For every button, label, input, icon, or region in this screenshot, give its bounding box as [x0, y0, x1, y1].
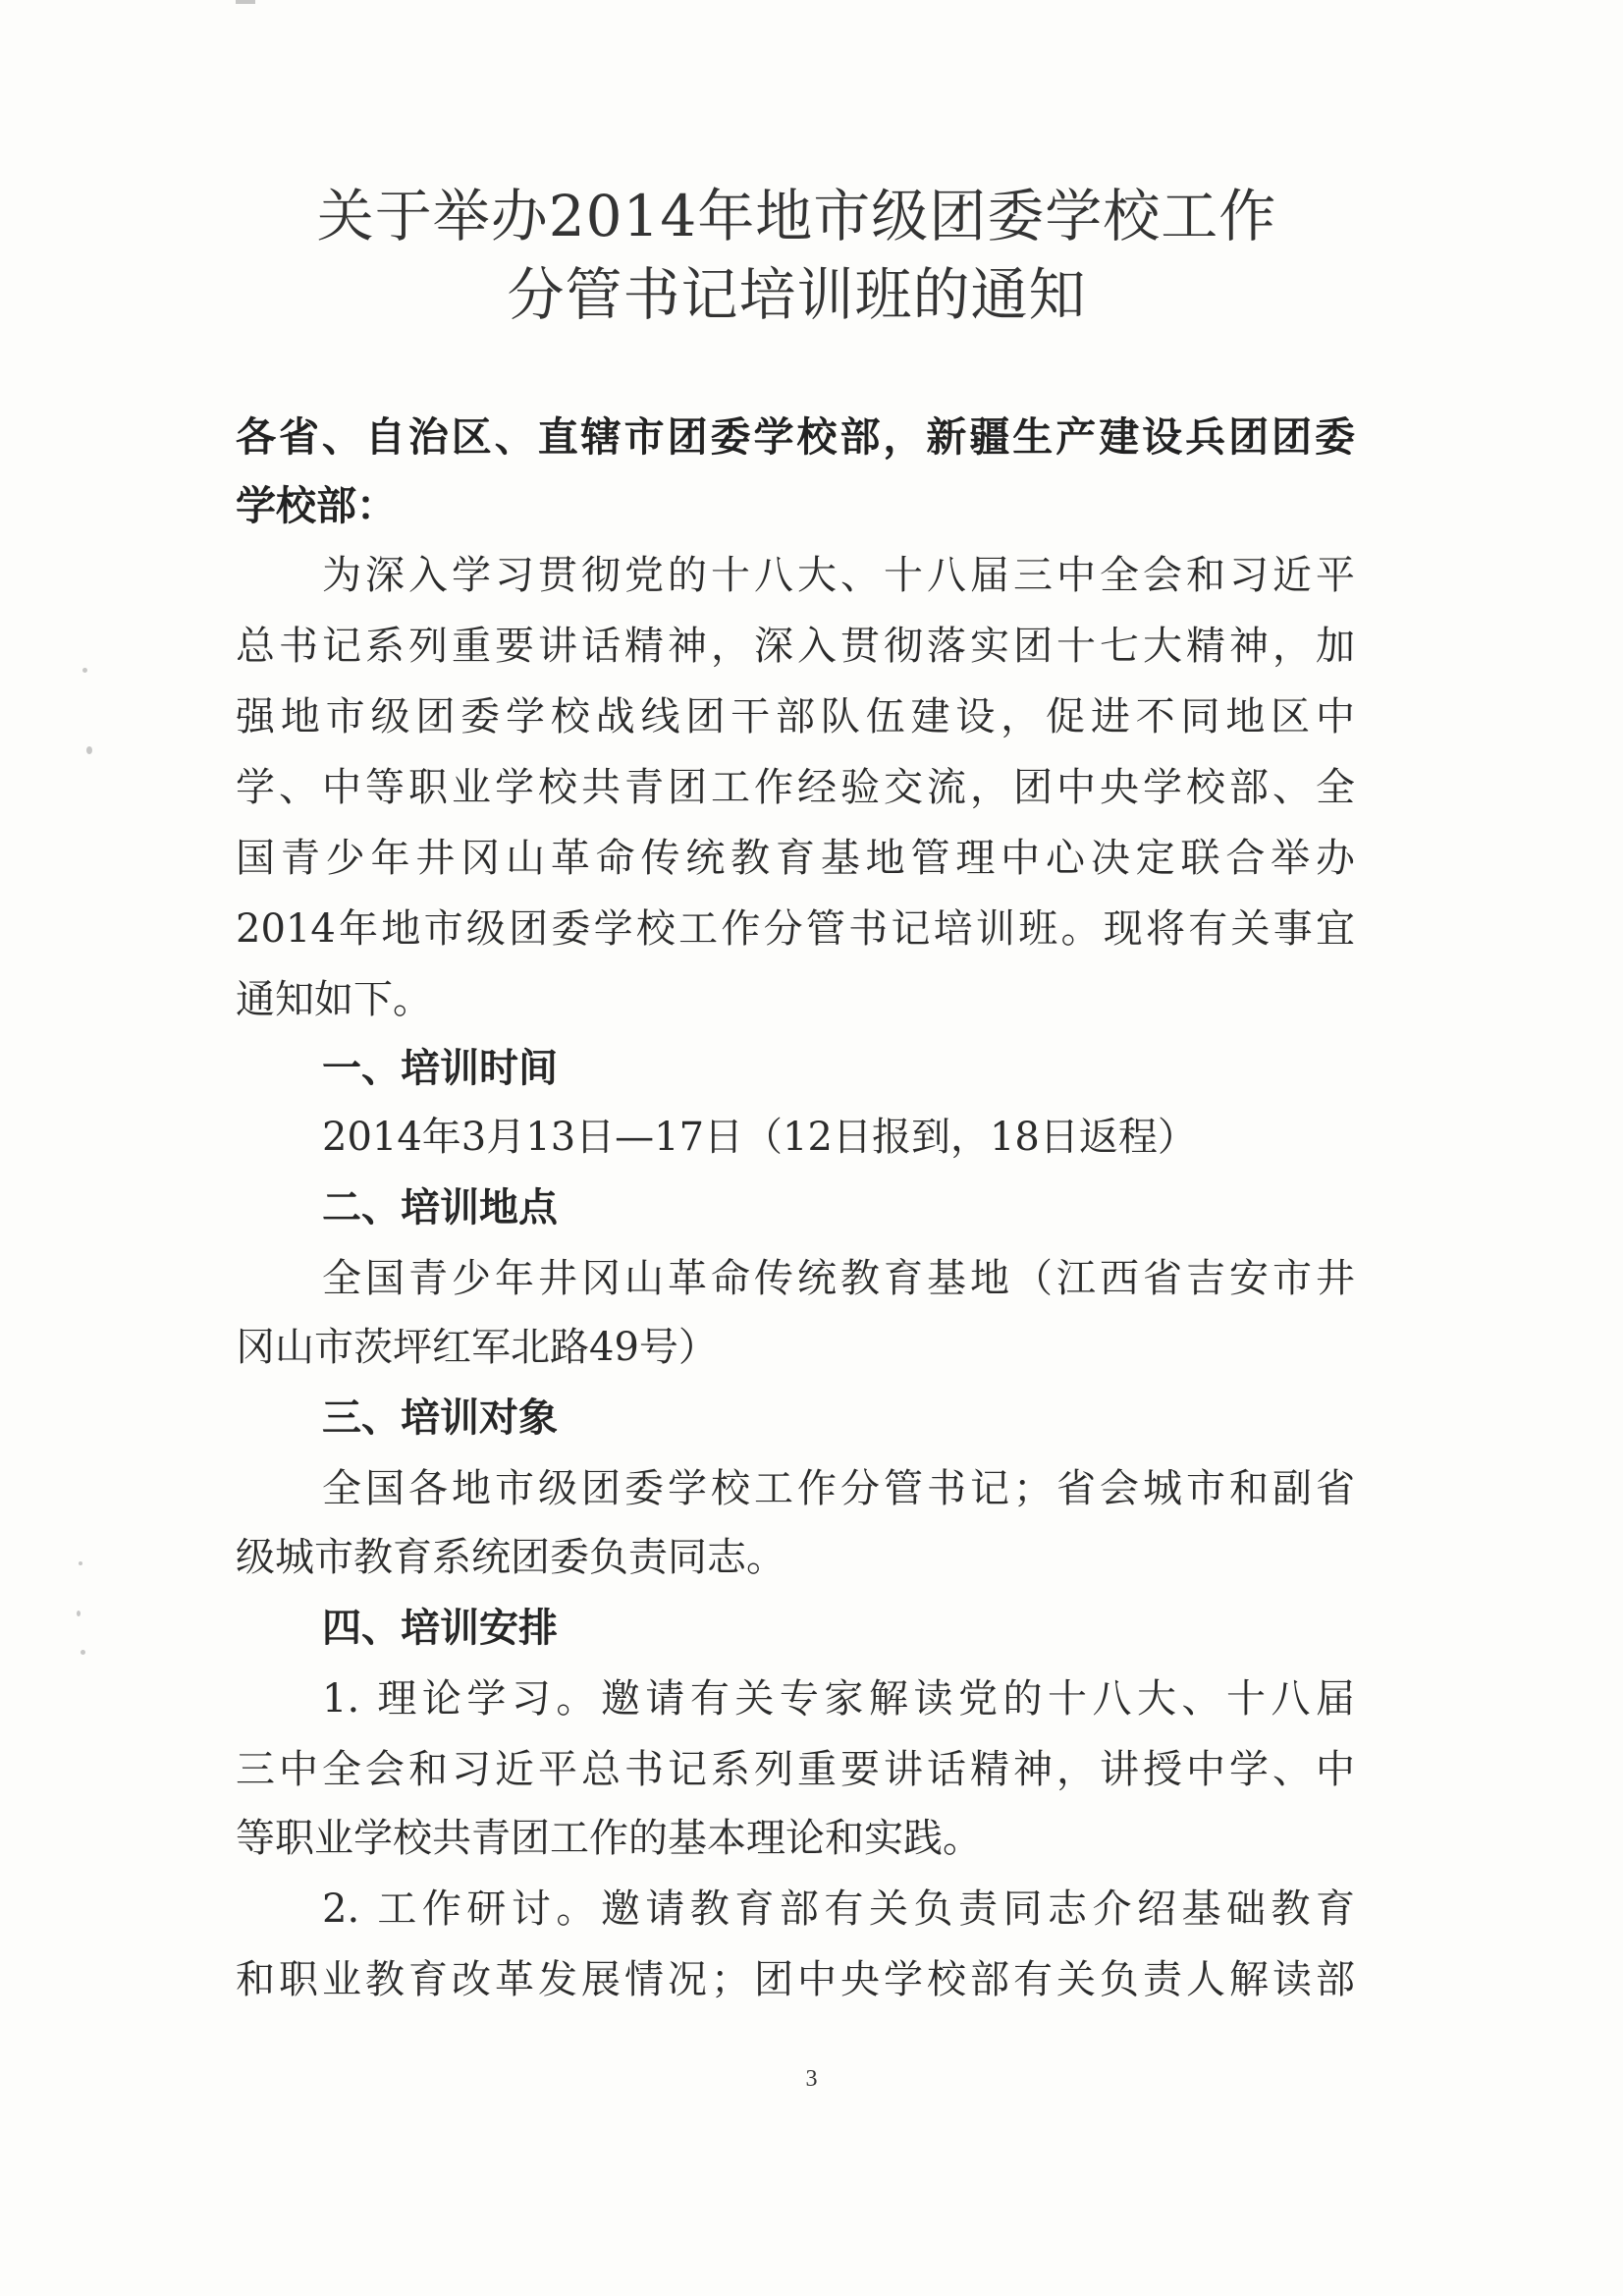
arrangement-item-2-line-1: 2. 工作研讨。邀请教育部有关负责同志介绍基础教育 — [322, 1886, 1355, 1932]
intro-line-3: 强地市级团委学校战线团干部队伍建设，促进不同地区中 — [236, 694, 1355, 739]
page-number: 3 — [805, 2066, 818, 2092]
intro-line-1: 为深入学习贯彻党的十八大、十八届三中全会和习近平 — [322, 553, 1355, 598]
scan-speck — [79, 1561, 82, 1565]
scan-speck — [77, 1611, 81, 1616]
addressee-line-1: 各省、自治区、直辖市团委学校部，新疆生产建设兵团团委 — [236, 413, 1355, 461]
intro-line-2: 总书记系列重要讲话精神，深入贯彻落实团十七大精神，加 — [236, 624, 1355, 669]
section-time-text: 2014年3月13日—17日（12日报到，18日返程） — [322, 1115, 1197, 1160]
arrangement-item-1-line-3: 等职业学校共青团工作的基本理论和实践。 — [236, 1816, 982, 1861]
section-heading-arrangement: 四、培训安排 — [322, 1606, 558, 1651]
scan-speck — [82, 668, 87, 673]
intro-line-5: 国青少年井冈山革命传统教育基地管理中心决定联合举办 — [236, 836, 1355, 881]
section-audience-line-2: 级城市教育系统团委负责同志。 — [236, 1535, 785, 1580]
section-heading-time: 一、培训时间 — [322, 1046, 558, 1091]
intro-line-4: 学、中等职业学校共青团工作经验交流，团中央学校部、全 — [236, 765, 1355, 810]
section-location-line-2: 冈山市茨坪红军北路49号） — [236, 1325, 718, 1370]
intro-line-6: 2014年地市级团委学校工作分管书记培训班。现将有关事宜 — [236, 906, 1355, 952]
scan-speck — [236, 0, 255, 4]
arrangement-item-1-line-1: 1. 理论学习。邀请有关专家解读党的十八大、十八届 — [322, 1676, 1355, 1722]
addressee-line-2: 学校部： — [236, 482, 397, 529]
arrangement-item-2-line-2: 和职业教育改革发展情况；团中央学校部有关负责人解读部 — [236, 1957, 1355, 2002]
document-title-line-2: 分管书记培训班的通知 — [507, 261, 1087, 328]
scan-speck — [81, 1650, 85, 1655]
scan-speck — [86, 746, 92, 754]
section-location-line-1: 全国青少年井冈山革命传统教育基地（江西省吉安市井 — [322, 1256, 1355, 1301]
arrangement-item-1-line-2: 三中全会和习近平总书记系列重要讲话精神，讲授中学、中 — [236, 1747, 1355, 1792]
section-heading-audience: 三、培训对象 — [322, 1395, 558, 1441]
section-heading-location: 二、培训地点 — [322, 1185, 558, 1230]
document-title-line-1: 关于举办2014年地市级团委学校工作 — [316, 183, 1277, 249]
section-audience-line-1: 全国各地市级团委学校工作分管书记；省会城市和副省 — [322, 1466, 1355, 1511]
intro-line-7: 通知如下。 — [236, 977, 432, 1022]
